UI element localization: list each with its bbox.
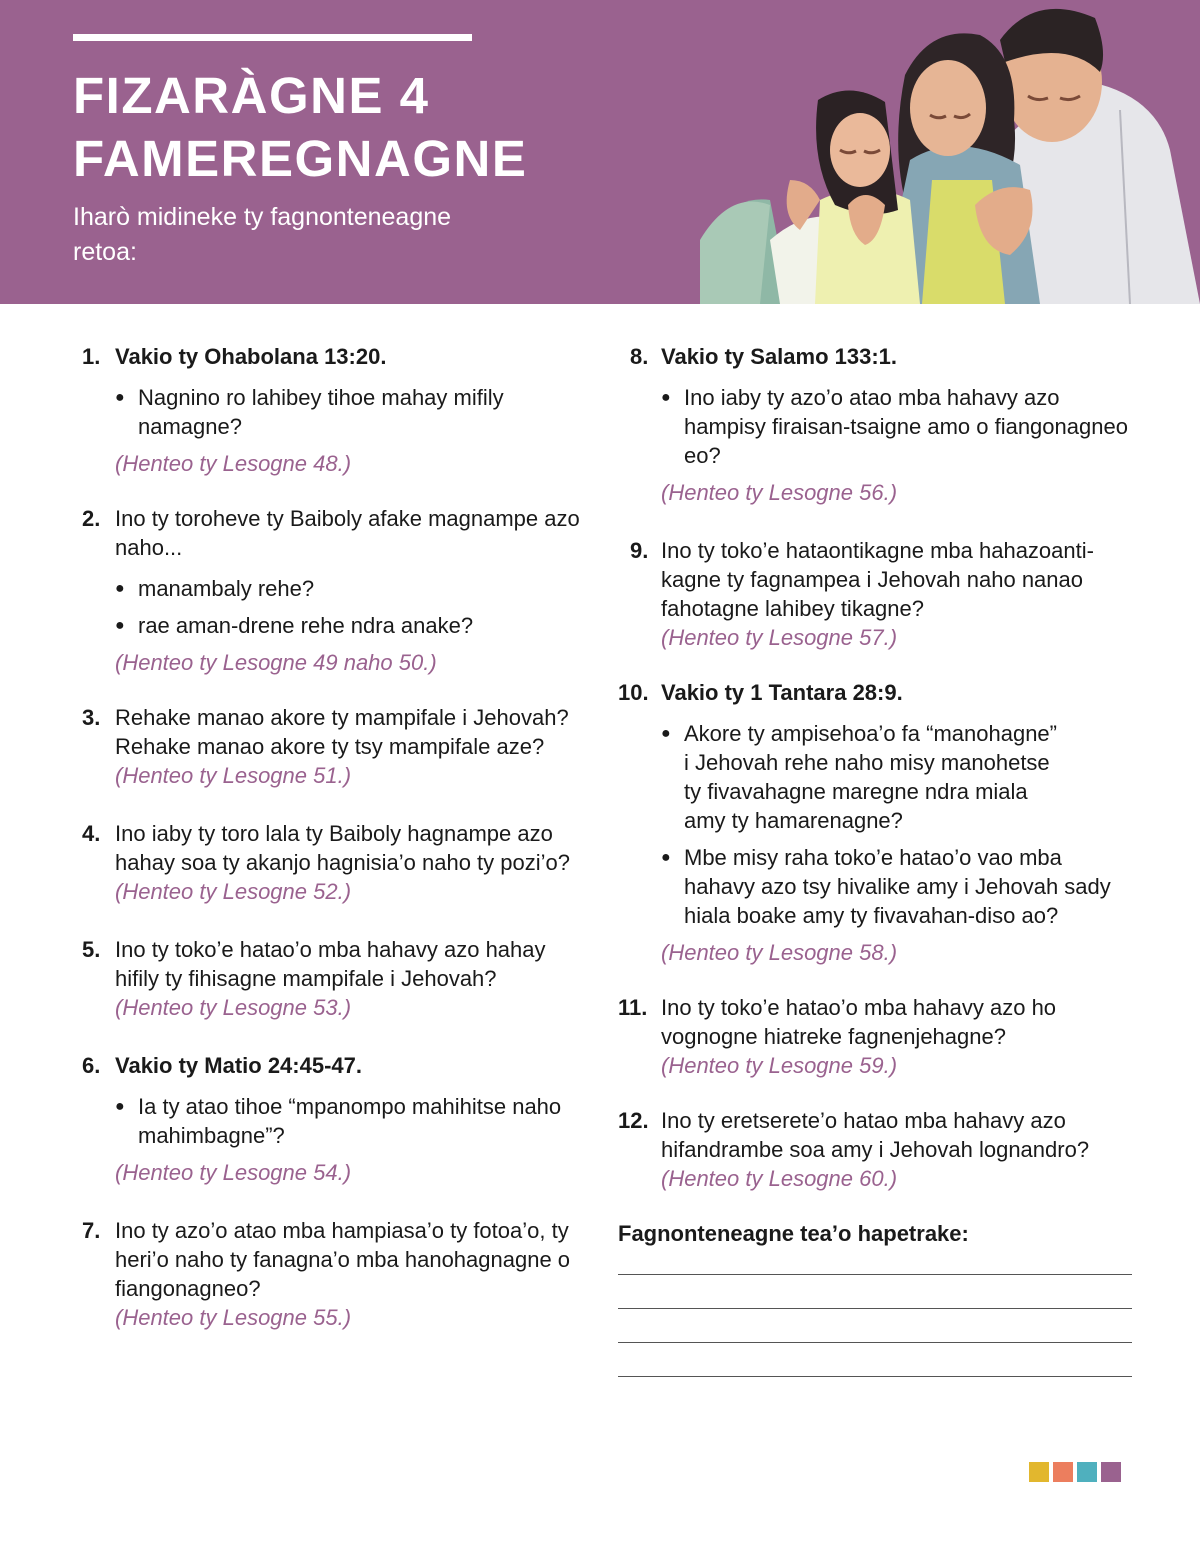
- question-11: [618, 993, 1138, 1080]
- lesson-reference: (Henteo ty Lesogne 56.): [661, 480, 898, 505]
- question-number: 8.: [630, 344, 649, 369]
- question-9: [618, 536, 1138, 652]
- answer-line[interactable]: [618, 1376, 1132, 1377]
- question-4: [82, 819, 592, 906]
- title-line-2: FAMEREGNAGNE: [73, 130, 528, 187]
- answer-line[interactable]: [618, 1342, 1132, 1343]
- title-line-1: FIZARÀGNE 4: [73, 67, 430, 124]
- question-number: 11.: [618, 995, 648, 1020]
- question-3: [82, 703, 592, 790]
- question-number: 9.: [630, 538, 649, 563]
- bullet-dot-icon: ●: [661, 849, 671, 866]
- question-text: Vakio ty Ohabolana 13:20.: [115, 344, 387, 369]
- question-text: Vakio ty Salamo 133:1.: [661, 344, 898, 369]
- question-text: Ino ty toroheve ty Baiboly afake magnampe azo naho...: [115, 506, 580, 560]
- bullet-item: ● rae aman-drene rehe ndra anake?: [115, 613, 474, 638]
- bullet-dot-icon: ●: [115, 580, 125, 597]
- question-text: Ino iaby ty toro lala ty Baiboly hagnampe azo hahay soa ty akanjo hagnisia’o naho ty pozi’o?: [115, 821, 570, 875]
- color-square: [1101, 1462, 1121, 1482]
- family-praying-illustration: [700, 0, 1200, 304]
- questions-column-left: [82, 342, 592, 1332]
- bullet-item: ● Mbe misy raha toko’e hatao’o vao mba hahavy azo tsy hivalike amy i Jehovah sady hiala boake amy ty fivavahan-diso ao?: [661, 845, 1111, 928]
- question-text: Vakio ty 1 Tantara 28:9.: [661, 680, 903, 705]
- lesson-reference: (Henteo ty Lesogne 59.): [661, 1053, 898, 1078]
- bullet-item: ● manambaly rehe?: [115, 576, 315, 601]
- question-number: 2.: [82, 506, 101, 531]
- question-text: Ino ty toko’e hataontikagne mba hahazoanti-kagne ty fagnampea i Jehovah naho nanao fahotagne lahibey tikagne?: [661, 538, 1094, 621]
- question-number: 10.: [618, 680, 649, 705]
- answer-line[interactable]: [618, 1274, 1132, 1275]
- question-number: 1.: [82, 344, 101, 369]
- lesson-reference: (Henteo ty Lesogne 57.): [661, 625, 898, 650]
- question-number: 3.: [82, 705, 101, 730]
- question-2: [82, 504, 592, 677]
- color-square: [1053, 1462, 1073, 1482]
- lesson-reference: (Henteo ty Lesogne 48.): [115, 451, 352, 476]
- lesson-reference: (Henteo ty Lesogne 60.): [661, 1166, 898, 1191]
- notes-label: Fagnonteneagne tea’o hapetrake:: [618, 1221, 969, 1246]
- color-square: [1077, 1462, 1097, 1482]
- question-text: Ino ty toko’e hatao’o mba hahavy azo ho vognogne hiatreke fagnenjehagne?: [661, 995, 1057, 1049]
- bullet-item: ● Akore ty ampisehoa’o fa “manohagne” i Jehovah rehe naho misy manohetse ty fivavahagne maregne ndra miala amy ty hamarenagne?: [661, 721, 1057, 833]
- question-5: [82, 935, 592, 1022]
- question-6: [82, 1051, 592, 1187]
- bullet-item: ● Nagnino ro lahibey tihoe mahay mifily namagne?: [115, 385, 504, 439]
- question-text: Ino ty azo’o atao mba hampiasa’o ty fotoa’o, ty heri’o naho ty fanagna’o mba hanohagnagne o fiangonagneo?: [115, 1218, 571, 1301]
- lesson-reference: (Henteo ty Lesogne 55.): [115, 1305, 352, 1330]
- header-banner: [0, 0, 1200, 304]
- question-number: 6.: [82, 1053, 101, 1078]
- question-7: [82, 1216, 592, 1332]
- header-rule: [73, 34, 472, 41]
- answer-line[interactable]: [618, 1308, 1132, 1309]
- lesson-reference: (Henteo ty Lesogne 53.): [115, 995, 352, 1020]
- lesson-reference: (Henteo ty Lesogne 52.): [115, 879, 352, 904]
- question-number: 5.: [82, 937, 101, 962]
- lesson-reference: (Henteo ty Lesogne 54.): [115, 1160, 352, 1185]
- bullet-dot-icon: ●: [115, 389, 125, 406]
- color-squares-decoration: [1029, 1462, 1121, 1482]
- bullet-dot-icon: ●: [661, 725, 671, 742]
- question-8: [618, 342, 1138, 507]
- bullet-dot-icon: ●: [115, 617, 125, 634]
- question-10: [618, 678, 1138, 967]
- question-text: Vakio ty Matio 24:45-47.: [115, 1053, 362, 1078]
- bullet-dot-icon: ●: [661, 389, 671, 406]
- question-12: [618, 1106, 1138, 1193]
- question-text: Ino ty eretserete’o hatao mba hahavy azo hifandrambe soa amy i Jehovah lognandro?: [661, 1108, 1090, 1162]
- question-number: 4.: [82, 821, 101, 846]
- lesson-reference: (Henteo ty Lesogne 51.): [115, 763, 352, 788]
- questions-column-right: [618, 342, 1138, 1377]
- question-text: Ino ty toko’e hatao’o mba hahavy azo hahay hifily ty fihisagne mampifale i Jehovah?: [115, 937, 546, 991]
- question-text: Rehake manao akore ty mampifale i Jehovah? Rehake manao akore ty tsy mampifale aze?: [115, 705, 569, 759]
- lesson-reference: (Henteo ty Lesogne 58.): [661, 940, 898, 965]
- question-number: 7.: [82, 1218, 101, 1243]
- question-number: 12.: [618, 1108, 649, 1133]
- color-square: [1029, 1462, 1049, 1482]
- page-subtitle: Iharò midineke ty fagnonteneagne retoa:: [73, 203, 452, 266]
- bullet-dot-icon: ●: [115, 1098, 125, 1115]
- bullet-item: ● Ino iaby ty azo’o atao mba hahavy azo hampisy firaisan-tsaigne amo o fiangonagneo eo?: [661, 385, 1128, 468]
- bullet-item: ● Ia ty atao tihoe “mpanompo mahihitse naho mahimbagne”?: [115, 1094, 562, 1148]
- lesson-reference: (Henteo ty Lesogne 49 naho 50.): [115, 650, 437, 675]
- question-1: [82, 342, 592, 478]
- page-title: [73, 64, 633, 190]
